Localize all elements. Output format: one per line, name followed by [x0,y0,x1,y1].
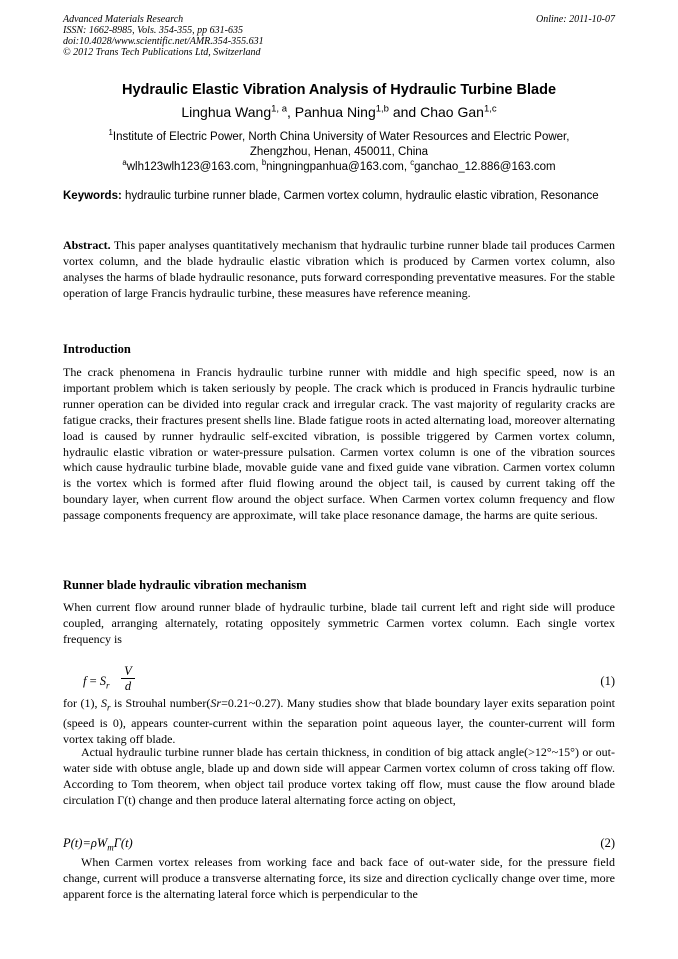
section-paragraph-3: Actual hydraulic turbine runner blade has certain thickness, in condition of big attack angle(>12°~15°) or out-water side with obtuse angle, blade up and down side will appear Carmen vortex column of cross taking off flow. According to Tom theorem, when object tail produce vortex taking off flow, must cause the flow around blade circulation Γ(t) change and then produce lateral alternating force acting on object, [63,745,615,807]
section-paragraph-4: When Carmen vortex releases from working face and back face of out-water side, for the pressure field change, current will produce a transverse alternating force, its size and direction cyclically change over time, more apparent force is the alternating lateral force which is perpendicular to the [63,855,615,901]
abstract-text: This paper analyses quantitatively mechanism that hydraulic turbine runner blade tail produces Carmen vortex column, and the blade hydraulic elastic vibration which is produced by Carmen vortex column, also analyses the harms of blade hydraulic resonance, puts forward corresponding preventative measures. For the stable operation of large Francis hydraulic turbine, these measures have reference meaning. [63,238,615,300]
eq1-number: (1) [600,674,615,688]
email-sup: b [261,158,267,168]
eq1-fraction [121,664,135,693]
author-name: Panhua Ning [294,104,376,120]
email: ningningpanhua@163.com [266,161,404,173]
author-name: Linghua Wang [181,104,272,120]
author-affil-sup: 1,c [483,103,497,115]
section-heading: Runner blade hydraulic vibration mechanism [63,578,307,592]
online-date: Online: 2011-10-07 [536,14,615,25]
email: ganchao_12.886@163.com [414,161,556,173]
affiliation [63,130,615,175]
author-affil-sup: 1,b [375,103,389,115]
equation-1: $f = S_r$ V d (1) [83,664,615,693]
author-list [63,104,615,120]
affiliation-line-1: $^1$Institute of Electric Power, North China University of Water Resources and Electric Power, [108,128,570,143]
equation-2: $P(t)=\rho W_m\Gamma(t)$ (2) [63,836,615,853]
paper-title: Hydraulic Elastic Vibration Analysis of Hydraulic Turbine Blade [121,82,557,98]
email-sup: c [410,158,415,168]
doi-line: doi:10.4028/www.scientific.net/AMR.354-355.631 [63,36,264,47]
eq1-denominator: d [124,679,132,693]
keywords [63,189,615,204]
author-sep: , [287,104,295,120]
abstract-label: Abstract. [63,238,111,252]
eq1-lhs: f [83,674,87,688]
email: wlh123wlh123@163.com [126,161,256,173]
eq2-lhs: P(t) [63,836,83,850]
section-paragraph-2: for (1), $S_r$ is Strouhal number(Sr=0.21~0.27). Many studies show that blade boundary layer exits separation point (speed is 0), appears counter-current within the separation point aqueous layer, the counter-current will form vortex taking off blade. [63,696,616,747]
eq1-numerator: V [124,664,132,678]
affiliation-sup: 1 [108,128,113,138]
eq2-number: (2) [600,836,615,850]
author-name: Chao Gan [420,104,484,120]
section-paragraph-1: When current flow around runner blade of hydraulic turbine, blade tail current left and right side will produce coupled, arranging alternately, rotating oppositely symmetric Carmen vortex column. Each single vortex frequency is [63,600,615,646]
journal-header [63,14,615,58]
author-sep: and [388,104,421,120]
email-line: $^a$wlh123wlh123@163.com, $^b$ningningpanhua@163.com, $^c$ganchao_12.886@163.com [122,158,556,173]
introduction-text: The crack phenomena in Francis hydraulic turbine runner with middle and high specific speed, now is an important problem which is taken seriously by people. The crack which is produced in Francis hydraulic turbine runner operation can be divided into regular crack and irregular crack. The vast majority of regularity cracks are fatigue cracks, their fractures present shells line. Blade fatigue roots in acted alternating load, moreover alternating load is caused by runner hydraulic self-excited vibration, is possible triggered by Carmen vortex column, hydraulic elastic vibration or water-pressure pulsation. Carmen vortex column is one of the vibration sources which cause hydraulic turbine blade, movable guide vane and fixed guide vane vibration. Carmen vortex column is the vortex which is formed after fluid flowing around the object tail, is caused by current taking off the boundary layer, when current flow around the object surface. When Carmen vortex column frequency and flow passage components frequency are approximate, will take place resonance damage, the harms are quite serious. [63,365,615,523]
email-sup: a [122,158,127,168]
keywords-label: Keywords: [63,190,122,202]
affiliation-line-2: Zhengzhou, Henan, 450011, China [249,146,429,158]
author-affil-sup: 1, a [271,103,287,115]
introduction-heading: Introduction [63,342,131,356]
issn-line: ISSN: 1662-8985, Vols. 354-355, pp 631-635 [63,25,243,36]
copyright-line: © 2012 Trans Tech Publications Ltd, Switzerland [63,47,261,58]
abstract [63,238,615,302]
keywords-text: hydraulic turbine runner blade, Carmen vortex column, hydraulic elastic vibration, Resonance [125,190,599,202]
journal-name: Advanced Materials Research [63,14,184,25]
